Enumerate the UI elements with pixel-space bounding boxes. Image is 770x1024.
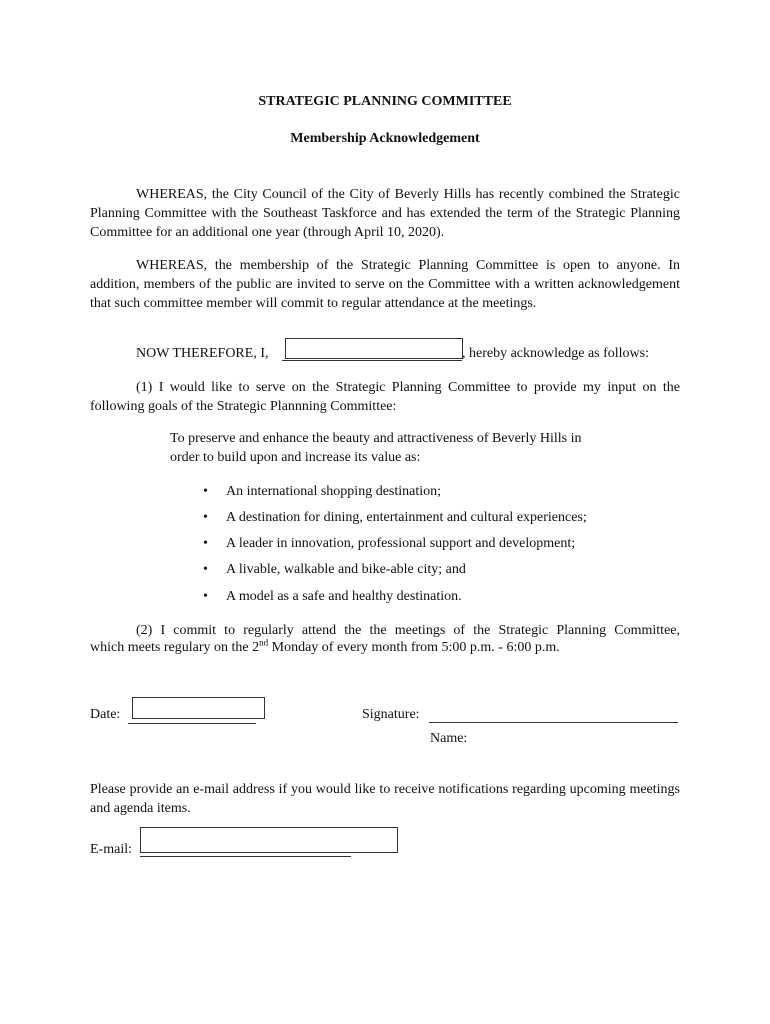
list-item: An international shopping destination; (226, 484, 442, 499)
list-item: A destination for dining, entertainment and cultural experiences; (226, 510, 587, 525)
now-therefore-prefix: NOW THEREFORE, I, (136, 346, 269, 361)
signature-line[interactable] (429, 722, 678, 723)
paragraph-commit-line1: (2) I commit to regularly attend the the meetings of the Strategic Planning Committee, (136, 623, 680, 638)
paragraph-commit-line2: which meets regulary on the 2nd Monday of every month from 5:00 p.m. - 6:00 p.m. (90, 637, 560, 655)
date-underline (128, 723, 256, 724)
paragraph-whereas-1: WHEREAS, the City Council of the City of Beverly Hills has recently combined the Strategic Planning Committee with the Southeast Taskforce and has extended the term of the Strategic Planning Committee for an additional one year (through April 10, 2020). (90, 187, 680, 240)
name-input[interactable] (285, 338, 463, 359)
name-underline (282, 360, 462, 361)
email-note: Please provide an e-mail address if you would like to receive notifications regarding upcoming meetings and agenda items. (90, 782, 680, 816)
document-subtitle: Membership Acknowledgement (290, 131, 480, 146)
name-label: Name: (430, 731, 468, 746)
date-label: Date: (90, 707, 121, 722)
list-item: A livable, walkable and bike-able city; and (226, 562, 466, 577)
bullet-icon: • (203, 510, 208, 525)
email-label: E-mail: (90, 842, 132, 857)
bullet-icon: • (203, 562, 208, 577)
goals-intro-line2: order to build upon and increase its value as: (170, 450, 421, 465)
now-therefore-suffix: , hereby acknowledge as follows: (462, 346, 649, 361)
document-title: STRATEGIC PLANNING COMMITTEE (258, 94, 512, 109)
date-input[interactable] (132, 697, 265, 719)
signature-label: Signature: (362, 707, 420, 722)
email-input[interactable] (140, 827, 398, 853)
bullet-icon: • (203, 484, 208, 499)
bullet-icon: • (203, 589, 208, 604)
list-item: A leader in innovation, professional support and development; (226, 536, 576, 551)
email-underline (140, 856, 351, 857)
paragraph-whereas-2: WHEREAS, the membership of the Strategic Planning Committee is open to anyone. In addition, members of the public are invited to serve on the Committee with a written acknowledgement that such committee member will commit to regular attendance at the meetings. (90, 258, 680, 311)
bullet-icon: • (203, 536, 208, 551)
goals-intro-line1: To preserve and enhance the beauty and attractiveness of Beverly Hills in (170, 431, 582, 446)
paragraph-goals-request: (1) I would like to serve on the Strategic Planning Committee to provide my input on the following goals of the Strategic Plannning Committee: (90, 380, 680, 414)
list-item: A model as a safe and healthy destination. (226, 589, 462, 604)
